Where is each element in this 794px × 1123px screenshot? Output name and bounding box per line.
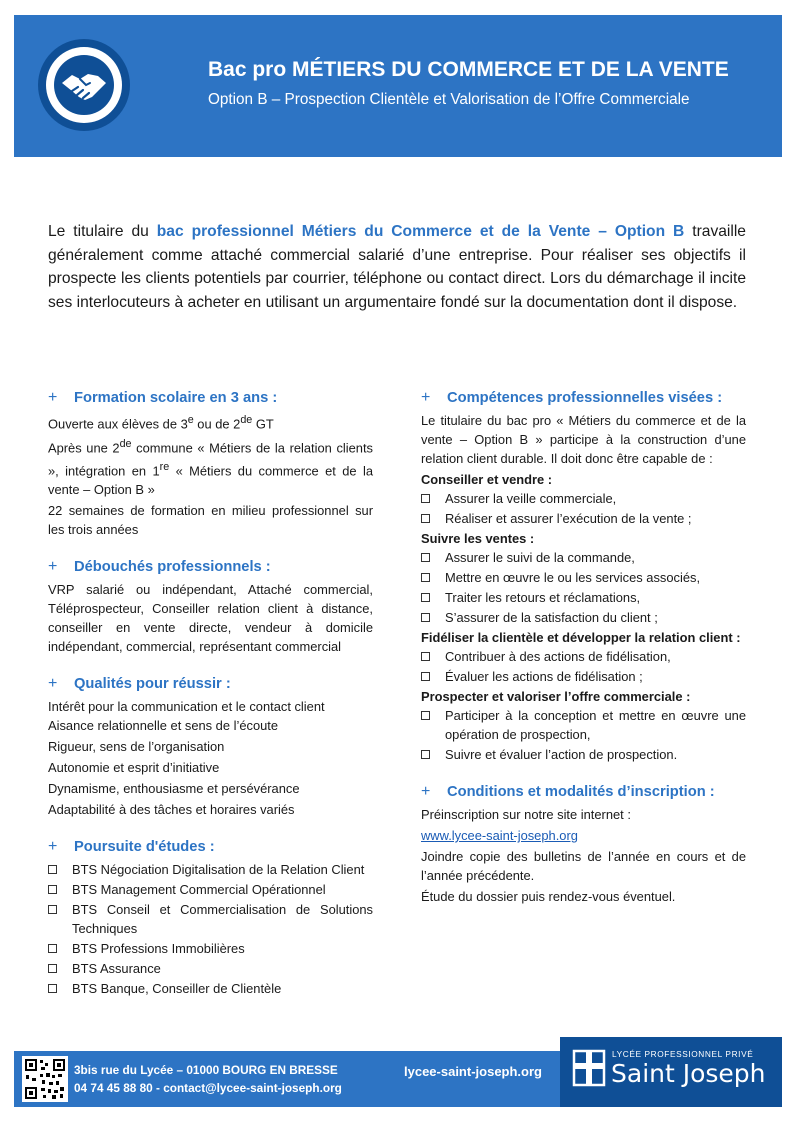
list-item: S’assurer de la satisfaction du client ; <box>421 608 746 627</box>
brand-name: Saint Joseph <box>611 1059 766 1088</box>
plus-icon: + <box>48 557 58 575</box>
list-item: Adaptabilité à des tâches et horaires variés <box>48 801 295 817</box>
checkbox-square-icon <box>421 750 430 759</box>
brand-subtitle: LYCÉE PROFESSIONNEL PRIVÉ <box>612 1049 754 1059</box>
section-title-competences: Compétences professionnelles visées : <box>447 390 723 406</box>
checkbox-square-icon <box>421 573 430 582</box>
intro-text-end: travaille généralement comme attaché commercial salarié d’une entreprise. Pour réaliser ses objectifs il prospecte les clients potentiels par courrier, téléphone ou contact direct. Lors du démarchage il incite ses interlocuteurs à acheter en utilisant un argumentaire fondé sur la documentation dont il dispose. <box>48 223 746 311</box>
list-item: BTS Assurance <box>48 959 373 978</box>
section-conditions <box>421 782 746 906</box>
formation-line-2: Après une 2de commune « Métiers de la relation clients », intégration en 1re « Métiers du commerce et de la vente – Option B » <box>48 438 373 497</box>
intro-highlight: bac professionnel Métiers du Commerce et de la Vente – Option B <box>156 223 685 240</box>
brand-block <box>560 1037 782 1107</box>
competence-group-heading: Suivre les ventes : <box>421 531 535 546</box>
competence-group-heading: Conseiller et vendre : <box>421 472 553 487</box>
checkbox-square-icon <box>48 944 57 953</box>
section-qualites <box>48 674 373 819</box>
section-title-formation: Formation scolaire en 3 ans : <box>74 390 278 406</box>
checkbox-square-icon <box>48 885 57 894</box>
conditions-line-3: Étude du dossier puis rendez-vous éventuel. <box>421 889 676 904</box>
list-item: Suivre et évaluer l’action de prospection. <box>421 745 746 764</box>
footer-bar <box>14 1051 782 1107</box>
list-item: BTS Négociation Digitalisation de la Relation Client <box>48 860 373 879</box>
section-poursuite <box>48 837 373 998</box>
list-item: BTS Conseil et Commercialisation de Solutions Techniques <box>48 900 373 938</box>
list-item: BTS Management Commercial Opérationnel <box>48 880 373 899</box>
section-title-debouches: Débouchés professionnels : <box>74 558 271 575</box>
checkbox-square-icon <box>421 553 430 562</box>
list-item: Contribuer à des actions de fidélisation, <box>421 647 746 666</box>
section-title-poursuite: Poursuite d'études : <box>74 838 215 855</box>
section-debouches <box>48 557 373 656</box>
list-item: Assurer la veille commerciale, <box>421 489 746 508</box>
competences-intro: Le titulaire du bac pro « Métiers du commerce et de la vente – Option B » participe à la construction d’une relation client durable. Il doit donc être capable de : <box>421 413 746 466</box>
page-title: Bac pro MÉTIERS DU COMMERCE ET DE LA VENTE <box>208 58 729 81</box>
list-item: BTS Banque, Conseiller de Clientèle <box>48 979 373 998</box>
checkbox-square-icon <box>421 672 430 681</box>
handshake-icon <box>52 53 116 117</box>
footer-address: 3bis rue du Lycée – 01000 BOURG EN BRESSE <box>74 1063 338 1077</box>
list-item: Aisance relationnelle et sens de l’écoute <box>48 717 279 733</box>
qr-code-icon <box>22 1056 68 1102</box>
header-banner <box>14 15 782 157</box>
conditions-line-2: Joindre copie des bulletins de l’année en cours et de l’année précédente. <box>421 849 746 883</box>
competence-group-heading: Prospecter et valoriser l’offre commerciale : <box>421 689 691 704</box>
competence-group-heading: Fidéliser la clientèle et développer la relation client : <box>421 630 741 645</box>
list-item: BTS Professions Immobilières <box>48 939 373 958</box>
section-title-qualites: Qualités pour réussir : <box>74 675 231 692</box>
list-item: Rigueur, sens de l’organisation <box>48 738 225 754</box>
plus-icon: + <box>48 674 58 692</box>
checkbox-square-icon <box>421 593 430 602</box>
section-formation <box>48 388 373 539</box>
plus-icon: + <box>421 783 431 800</box>
debouches-text: VRP salarié ou indépendant, Attaché commercial, Téléprospecteur, Conseiller relation client à distance, conseiller en vente directe, vendeur à domicile indépendant, commercial, représentant commercial <box>48 581 373 654</box>
checkbox-square-icon <box>48 865 57 874</box>
checkbox-square-icon <box>421 514 430 523</box>
left-column <box>48 388 373 1016</box>
right-column <box>421 388 746 924</box>
list-item: Intérêt pour la communication et le contact client <box>48 698 325 714</box>
header-logo-badge <box>38 39 130 131</box>
checkbox-square-icon <box>48 984 57 993</box>
cross-logo-icon <box>572 1049 606 1087</box>
checkbox-square-icon <box>48 905 57 914</box>
plus-icon: + <box>421 389 431 406</box>
intro-text-start: Le titulaire du <box>48 223 157 240</box>
checkbox-square-icon <box>421 494 430 503</box>
checkbox-square-icon <box>421 652 430 661</box>
section-competences <box>421 388 746 764</box>
plus-icon: + <box>48 837 58 855</box>
formation-line-3: 22 semaines de formation en milieu professionnel sur les trois années <box>48 502 373 537</box>
footer-contact: 04 74 45 88 80 - contact@lycee-saint-joseph.org <box>74 1081 342 1095</box>
footer-website[interactable]: lycee-saint-joseph.org <box>404 1064 542 1079</box>
list-item: Évaluer les actions de fidélisation ; <box>421 667 746 686</box>
website-link[interactable]: www.lycee-saint-joseph.org <box>421 828 578 843</box>
list-item: Assurer le suivi de la commande, <box>421 548 746 567</box>
formation-line-1: Ouverte aux élèves de 3e ou de 2de GT <box>48 414 274 432</box>
conditions-line-1: Préinscription sur notre site internet : <box>421 807 631 822</box>
list-item: Mettre en œuvre le ou les services associés, <box>421 568 746 587</box>
checkbox-square-icon <box>421 711 430 720</box>
checkbox-square-icon <box>48 964 57 973</box>
intro-paragraph <box>48 220 746 314</box>
list-item: Participer à la conception et mettre en œuvre une opération de prospection, <box>421 706 746 744</box>
section-title-conditions: Conditions et modalités d’inscription : <box>447 784 715 800</box>
list-item: Traiter les retours et réclamations, <box>421 588 746 607</box>
list-item: Réaliser et assurer l’exécution de la vente ; <box>421 509 746 528</box>
page-subtitle: Option B – Prospection Clientèle et Valorisation de l’Offre Commerciale <box>208 91 690 108</box>
list-item: Dynamisme, enthousiasme et persévérance <box>48 780 300 796</box>
list-item: Autonomie et esprit d’initiative <box>48 759 220 775</box>
plus-icon: + <box>48 389 58 406</box>
checkbox-square-icon <box>421 613 430 622</box>
